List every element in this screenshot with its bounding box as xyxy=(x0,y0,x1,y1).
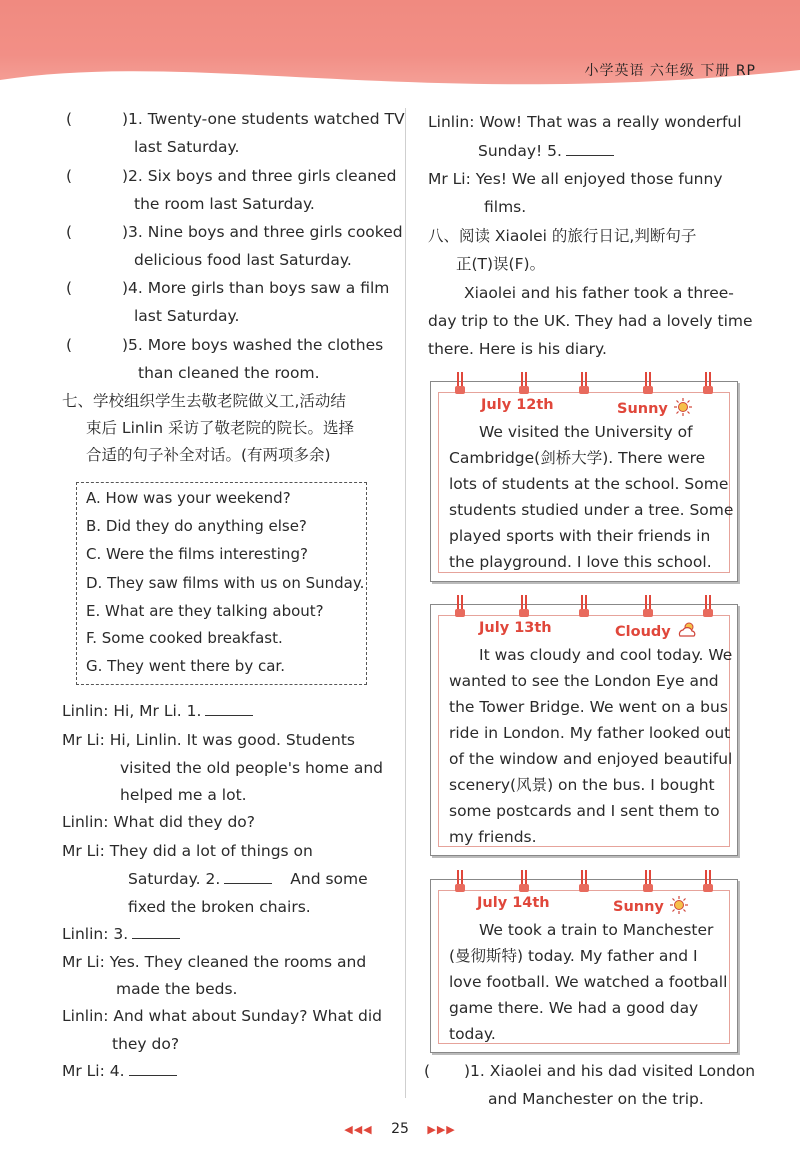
diary-date: July 13th xyxy=(479,620,552,636)
dialog-line-4c: fixed the broken chairs. xyxy=(128,898,311,916)
weather-label: Sunny xyxy=(617,401,668,417)
option-e: E. What are they talking about? xyxy=(86,602,324,620)
q6-item-2 xyxy=(66,166,396,186)
diary-weather xyxy=(615,620,698,640)
diary-card-2 xyxy=(430,604,738,856)
q8-title-line-2: 正(T)误(F)。 xyxy=(456,255,546,273)
q6-item-4-cont: last Saturday. xyxy=(134,307,240,325)
diary-card-3 xyxy=(430,879,738,1053)
sun-icon xyxy=(669,895,689,915)
dialog-text: Mr Li: 4. xyxy=(62,1062,125,1080)
cloud-sun-icon xyxy=(676,620,698,640)
q6-item-3 xyxy=(66,222,403,242)
binder-ring xyxy=(645,372,651,392)
dialog-text: Sunday! 5. xyxy=(478,142,562,160)
q6-text: )4. More girls than boys saw a film xyxy=(122,279,390,297)
binder-ring xyxy=(581,595,587,615)
option-g: G. They went there by car. xyxy=(86,657,285,675)
diary-line: game there. We had a good day xyxy=(449,999,699,1017)
option-c: C. Were the films interesting? xyxy=(86,545,308,563)
q8-title-line-1: 八、阅读 Xiaolei 的旅行日记,判断句子 xyxy=(428,227,697,245)
diary-date: July 14th xyxy=(477,895,550,911)
blank-3[interactable] xyxy=(132,924,180,939)
intro-line-1: Xiaolei and his father took a three- xyxy=(464,284,734,302)
answer-paren[interactable]: ( xyxy=(66,167,73,185)
q6-item-3-cont: delicious food last Saturday. xyxy=(134,251,352,269)
q6-item-1-cont: last Saturday. xyxy=(134,138,240,156)
diary-body xyxy=(449,642,733,850)
diary-line: scenery(风景) on the bus. I bought xyxy=(449,776,715,794)
binder-ring xyxy=(705,372,711,392)
q7-title-line-1: 七、学校组织学生去敬老院做义工,活动结 xyxy=(62,392,346,410)
blank-5[interactable] xyxy=(566,141,614,156)
answer-paren[interactable]: ( xyxy=(66,110,73,128)
tf-item-1-cont: and Manchester on the trip. xyxy=(488,1090,704,1108)
dialog-line-6: Mr Li: Yes. They cleaned the rooms and xyxy=(62,953,367,971)
weather-label: Cloudy xyxy=(615,624,671,640)
right-dialog-1: Linlin: Wow! That was a really wonderful xyxy=(428,113,742,131)
dialog-line-8 xyxy=(62,1061,177,1081)
header-title: 小学英语 六年级 下册 RP xyxy=(584,63,756,79)
diary-line: (曼彻斯特) today. My father and I xyxy=(449,947,698,965)
answer-paren[interactable]: ( xyxy=(66,223,73,241)
dialog-line-7: Linlin: And what about Sunday? What did xyxy=(62,1007,382,1025)
diary-body xyxy=(449,419,734,575)
diary-line: wanted to see the London Eye and xyxy=(449,672,719,690)
dialog-line-4b xyxy=(128,869,368,889)
right-dialog-1b xyxy=(478,141,614,161)
binder-ring xyxy=(457,372,463,392)
diary-line: my friends. xyxy=(449,828,537,846)
dialog-line-2c: helped me a lot. xyxy=(120,786,247,804)
binder-ring xyxy=(457,870,463,890)
tf-text: )1. Xiaolei and his dad visited London xyxy=(464,1062,756,1080)
header-curve xyxy=(0,40,800,120)
binder-ring xyxy=(457,595,463,615)
binder-ring xyxy=(645,870,651,890)
q6-text: )2. Six boys and three girls cleaned xyxy=(122,167,397,185)
q6-text: )1. Twenty-one students watched TV xyxy=(122,110,405,128)
answer-paren[interactable]: ( xyxy=(424,1062,431,1080)
tf-item-1 xyxy=(424,1061,755,1081)
weather-label: Sunny xyxy=(613,899,664,915)
diary-line: We took a train to Manchester xyxy=(479,921,714,939)
binder-ring xyxy=(521,372,527,392)
diary-line: some postcards and I sent them to xyxy=(449,802,720,820)
dialog-line-6b: made the beds. xyxy=(116,980,238,998)
option-b: B. Did they do anything else? xyxy=(86,517,307,535)
q6-item-5-cont: than cleaned the room. xyxy=(138,364,320,382)
diary-body xyxy=(449,917,728,1047)
sun-icon xyxy=(673,397,693,417)
diary-line: the Tower Bridge. We went on a bus xyxy=(449,698,728,716)
option-d: D. They saw films with us on Sunday. xyxy=(86,574,365,592)
q6-text: )5. More boys washed the clothes xyxy=(122,336,384,354)
intro-line-2: day trip to the UK. They had a lovely time xyxy=(428,312,753,330)
dialog-line-4: Mr Li: They did a lot of things on xyxy=(62,842,313,860)
binder-ring xyxy=(581,372,587,392)
diary-line: It was cloudy and cool today. We xyxy=(479,646,733,664)
diary-line: today. xyxy=(449,1025,496,1043)
diary-line: We visited the University of xyxy=(479,423,693,441)
dialog-text: Linlin: 3. xyxy=(62,925,129,943)
answer-paren[interactable]: ( xyxy=(66,279,73,297)
dialog-line-1 xyxy=(62,701,253,721)
dialog-text: And some xyxy=(290,870,368,888)
dialog-text: Linlin: Hi, Mr Li. 1. xyxy=(62,702,202,720)
diary-line: ride in London. My father looked out xyxy=(449,724,731,742)
binder-ring xyxy=(645,595,651,615)
intro-line-3: there. Here is his diary. xyxy=(428,340,607,358)
prev-arrows-icon: ◀◀◀ xyxy=(344,1123,373,1136)
dialog-line-2b: visited the old people's home and xyxy=(120,759,383,777)
binder-ring xyxy=(521,595,527,615)
dialog-text: Saturday. 2. xyxy=(128,870,221,888)
diary-line: students studied under a tree. Some xyxy=(449,501,734,519)
dialog-line-7b: they do? xyxy=(112,1035,180,1053)
diary-line: lots of students at the school. Some xyxy=(449,475,729,493)
q6-item-1 xyxy=(66,109,405,129)
diary-card-1 xyxy=(430,381,738,582)
page-number: 25 xyxy=(391,1121,409,1137)
binder-ring xyxy=(705,870,711,890)
answer-paren[interactable]: ( xyxy=(66,336,73,354)
diary-date: July 12th xyxy=(481,397,554,413)
q6-text: )3. Nine boys and three girls cooked xyxy=(122,223,403,241)
column-divider xyxy=(405,108,406,1098)
diary-line: Cambridge(剑桥大学). There were xyxy=(449,449,706,467)
diary-line: the playground. I love this school. xyxy=(449,553,712,571)
right-dialog-2b: films. xyxy=(484,198,527,216)
q7-title-line-3: 合适的句子补全对话。(有两项多余) xyxy=(86,446,331,464)
diary-line: played sports with their friends in xyxy=(449,527,711,545)
option-f: F. Some cooked breakfast. xyxy=(86,629,283,647)
binder-ring xyxy=(521,870,527,890)
diary-weather xyxy=(617,397,693,417)
blank-4[interactable] xyxy=(129,1061,177,1076)
blank-2[interactable] xyxy=(224,869,272,884)
option-a: A. How was your weekend? xyxy=(86,489,291,507)
dialog-line-5 xyxy=(62,924,180,944)
diary-weather xyxy=(613,895,689,915)
q7-title-line-2: 束后 Linlin 采访了敬老院的院长。选择 xyxy=(86,419,355,437)
q6-item-2-cont: the room last Saturday. xyxy=(134,195,315,213)
diary-line: love football. We watched a football xyxy=(449,973,728,991)
page-footer xyxy=(0,1121,800,1137)
next-arrows-icon: ▶▶▶ xyxy=(427,1123,456,1136)
binder-ring xyxy=(581,870,587,890)
diary-line: of the window and enjoyed beautiful xyxy=(449,750,733,768)
dialog-line-3: Linlin: What did they do? xyxy=(62,813,256,831)
q6-item-5 xyxy=(66,335,383,355)
binder-ring xyxy=(705,595,711,615)
dialog-line-2: Mr Li: Hi, Linlin. It was good. Students xyxy=(62,731,355,749)
blank-1[interactable] xyxy=(205,701,253,716)
q6-item-4 xyxy=(66,278,389,298)
right-dialog-2: Mr Li: Yes! We all enjoyed those funny xyxy=(428,170,723,188)
